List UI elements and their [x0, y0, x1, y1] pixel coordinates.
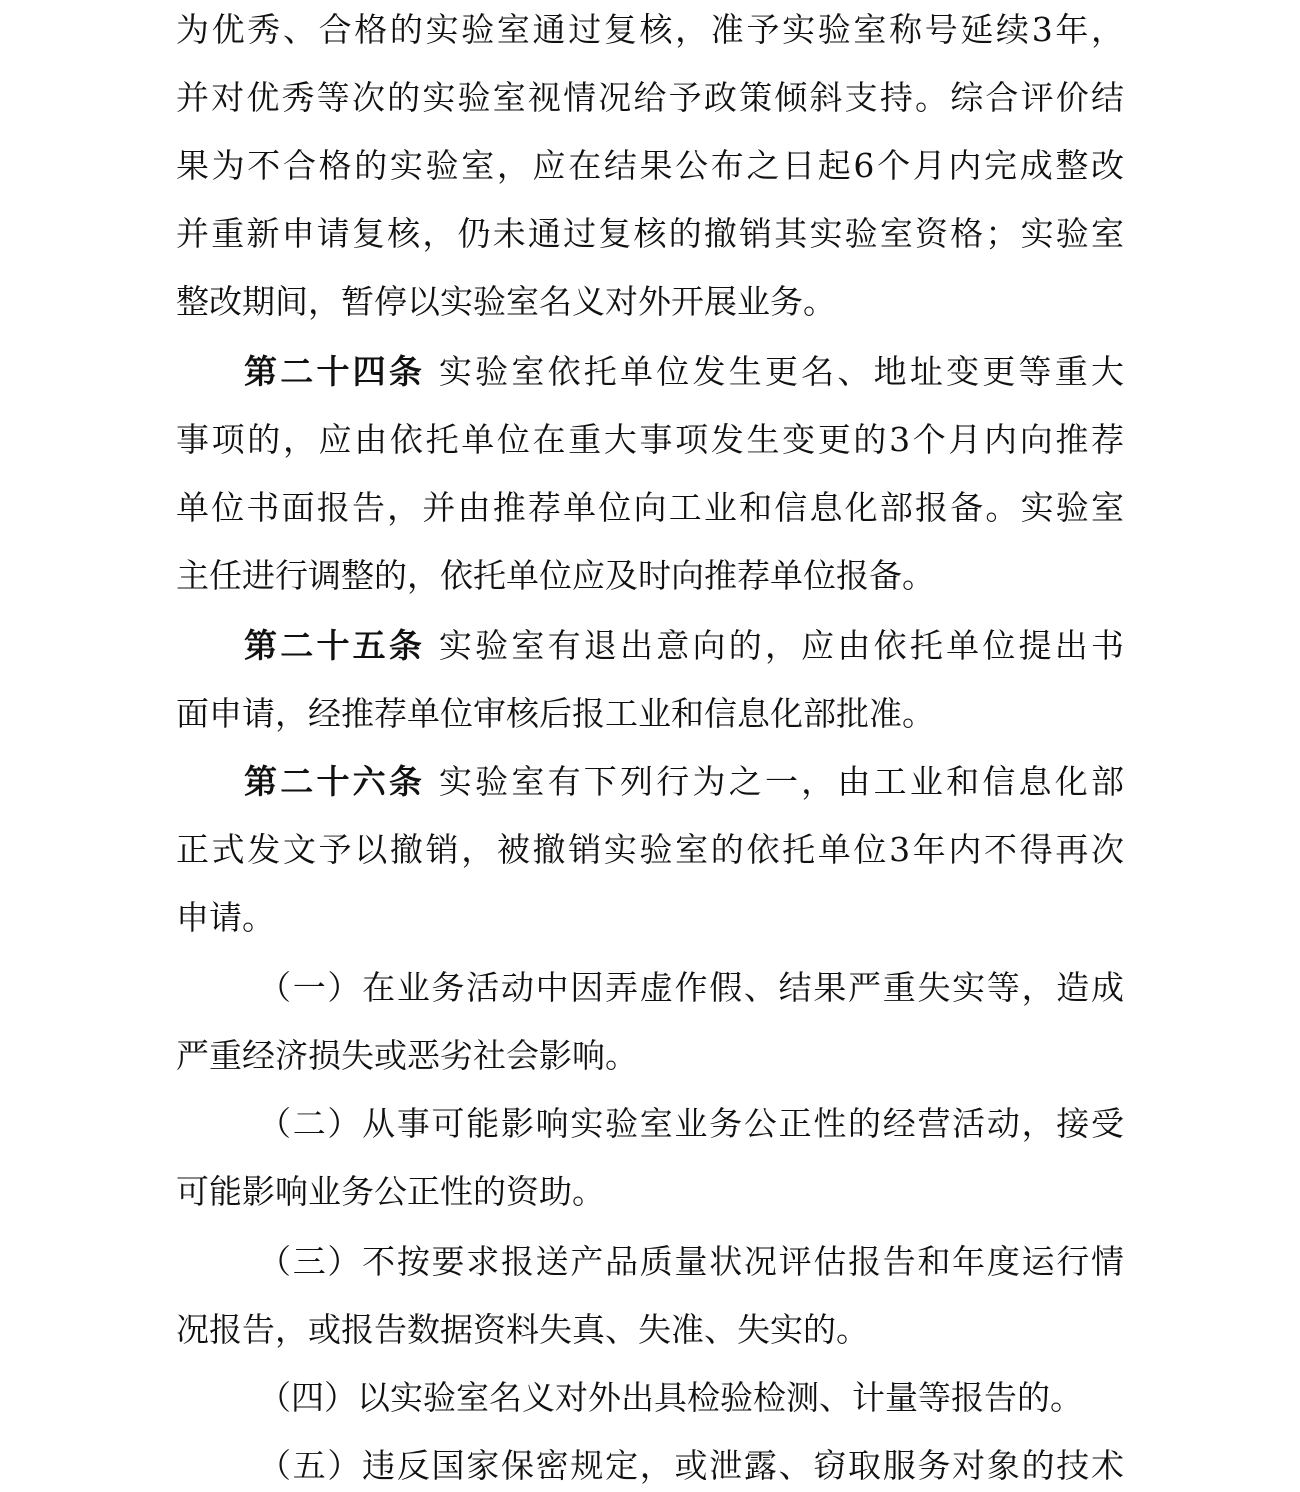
list-item-5: （五）违反国家保密规定，或泄露、窃取服务对象的技术	[258, 1446, 1124, 1485]
list-item-2-cont: 可能影响业务公正性的资助。	[176, 1172, 605, 1211]
text-line: 并对优秀等次的实验室视情况给予政策倾斜支持。综合评价结	[176, 78, 1124, 117]
document-page	[176, 0, 1124, 1492]
text-line: 果为不合格的实验室，应在结果公布之日起6个月内完成整改	[176, 146, 1124, 185]
text-line: 申请。	[176, 898, 275, 937]
article-26-first-line	[244, 756, 1124, 808]
text-line: 整改期间，暂停以实验室名义对外开展业务。	[176, 282, 836, 321]
text-line: 为优秀、合格的实验室通过复核，准予实验室称号延续3年，	[176, 10, 1124, 49]
list-item-3-cont: 况报告，或报告数据资料失真、失准、失实的。	[176, 1310, 869, 1349]
list-item-2: （二）从事可能影响实验室业务公正性的经营活动，接受	[258, 1104, 1124, 1143]
list-item-4: （四）以实验室名义对外出具检验检测、计量等报告的。	[258, 1378, 1083, 1417]
text-line: 单位书面报告，并由推荐单位向工业和信息化部报备。实验室	[176, 488, 1124, 527]
article-25-heading: 第二十五条	[244, 626, 426, 665]
list-item-1: （一）在业务活动中因弄虚作假、结果严重失实等，造成	[258, 968, 1124, 1007]
text-line: 并重新申请复核，仍未通过复核的撤销其实验室资格；实验室	[176, 214, 1124, 253]
text-line: 主任进行调整的，依托单位应及时向推荐单位报备。	[176, 556, 935, 595]
list-item-1-cont: 严重经济损失或恶劣社会影响。	[176, 1036, 638, 1075]
article-26-heading: 第二十六条	[244, 762, 426, 801]
text-line: 正式发文予以撤销，被撤销实验室的依托单位3年内不得再次	[176, 830, 1124, 869]
article-25-text: 实验室有退出意向的，应由依托单位提出书	[438, 626, 1124, 665]
text-line: 事项的，应由依托单位在重大事项发生变更的3个月内向推荐	[176, 420, 1124, 459]
article-26-text: 实验室有下列行为之一，由工业和信息化部	[438, 762, 1124, 801]
article-24-first-line	[244, 346, 1124, 398]
article-24-text: 实验室依托单位发生更名、地址变更等重大	[438, 352, 1124, 391]
list-item-3: （三）不按要求报送产品质量状况评估报告和年度运行情	[258, 1242, 1124, 1281]
text-line: 面申请，经推荐单位审核后报工业和信息化部批准。	[176, 694, 935, 733]
article-25-first-line	[244, 620, 1124, 672]
article-24-heading: 第二十四条	[244, 352, 426, 391]
